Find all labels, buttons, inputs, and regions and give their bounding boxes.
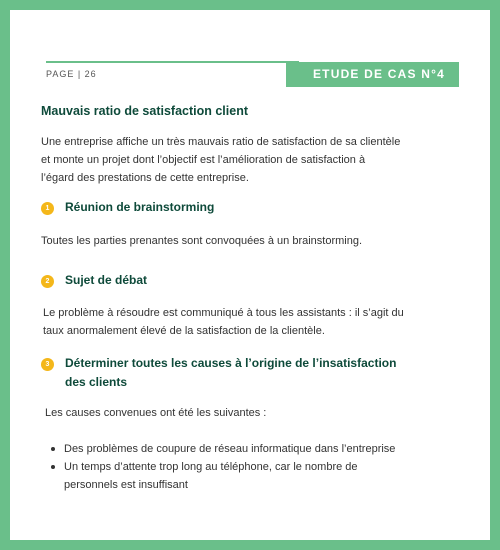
list-item bbox=[45, 458, 445, 476]
intro-line: l’égard des prestations de cette entreprise. bbox=[41, 172, 249, 184]
document-page bbox=[10, 10, 490, 540]
step-1-number-badge: 1 bbox=[41, 202, 54, 215]
step-3-body-line: Les causes convenues ont été les suivantes : bbox=[45, 407, 267, 419]
step-1-body bbox=[41, 232, 362, 250]
step-2-title-line: Sujet de débat bbox=[65, 273, 148, 287]
bullet-icon bbox=[51, 465, 55, 469]
step-3-title-line: des clients bbox=[65, 375, 128, 389]
case-title: Mauvais ratio de satisfaction client bbox=[41, 104, 249, 118]
step-1-body-line: Toutes les parties prenantes sont convoquées à un brainstorming. bbox=[41, 235, 363, 247]
cause-text: Des problèmes de coupure de réseau informatique dans l’entreprise bbox=[64, 443, 396, 455]
step-1-title bbox=[65, 198, 214, 217]
cause-text: Un temps d’attente trop long au téléphone, car le nombre de bbox=[64, 461, 358, 473]
step-1-title-line: Réunion de brainstorming bbox=[65, 200, 215, 214]
page-number: PAGE | 26 bbox=[46, 69, 97, 79]
step-2-body bbox=[43, 304, 404, 340]
intro-line: et monte un projet dont l’objectif est l’amélioration de satisfaction à bbox=[41, 154, 366, 166]
list-item-continuation bbox=[45, 476, 445, 494]
step-2-number-badge: 2 bbox=[41, 275, 54, 288]
intro-line: Une entreprise affiche un très mauvais ratio de satisfaction de sa clientèle bbox=[41, 136, 401, 148]
bullet-icon bbox=[51, 447, 55, 451]
step-3-body bbox=[45, 404, 266, 422]
case-study-badge: ETUDE DE CAS N°4 bbox=[286, 62, 459, 87]
intro-paragraph bbox=[41, 133, 400, 187]
step-3-title-line: Déterminer toutes les causes à l’origine de l’insatisfaction bbox=[65, 356, 397, 370]
cause-text: personnels est insuffisant bbox=[64, 479, 188, 491]
step-2-body-line: Le problème à résoudre est communiqué à tous les assistants : il s’agit du bbox=[43, 307, 404, 319]
causes-list bbox=[45, 440, 445, 494]
header-divider bbox=[46, 61, 299, 63]
list-item bbox=[45, 440, 445, 458]
step-3-title bbox=[65, 354, 396, 392]
step-2-body-line: taux anormalement élevé de la satisfaction de la clientèle. bbox=[43, 325, 325, 337]
step-2-title bbox=[65, 271, 147, 290]
step-3-number-badge: 3 bbox=[41, 358, 54, 371]
